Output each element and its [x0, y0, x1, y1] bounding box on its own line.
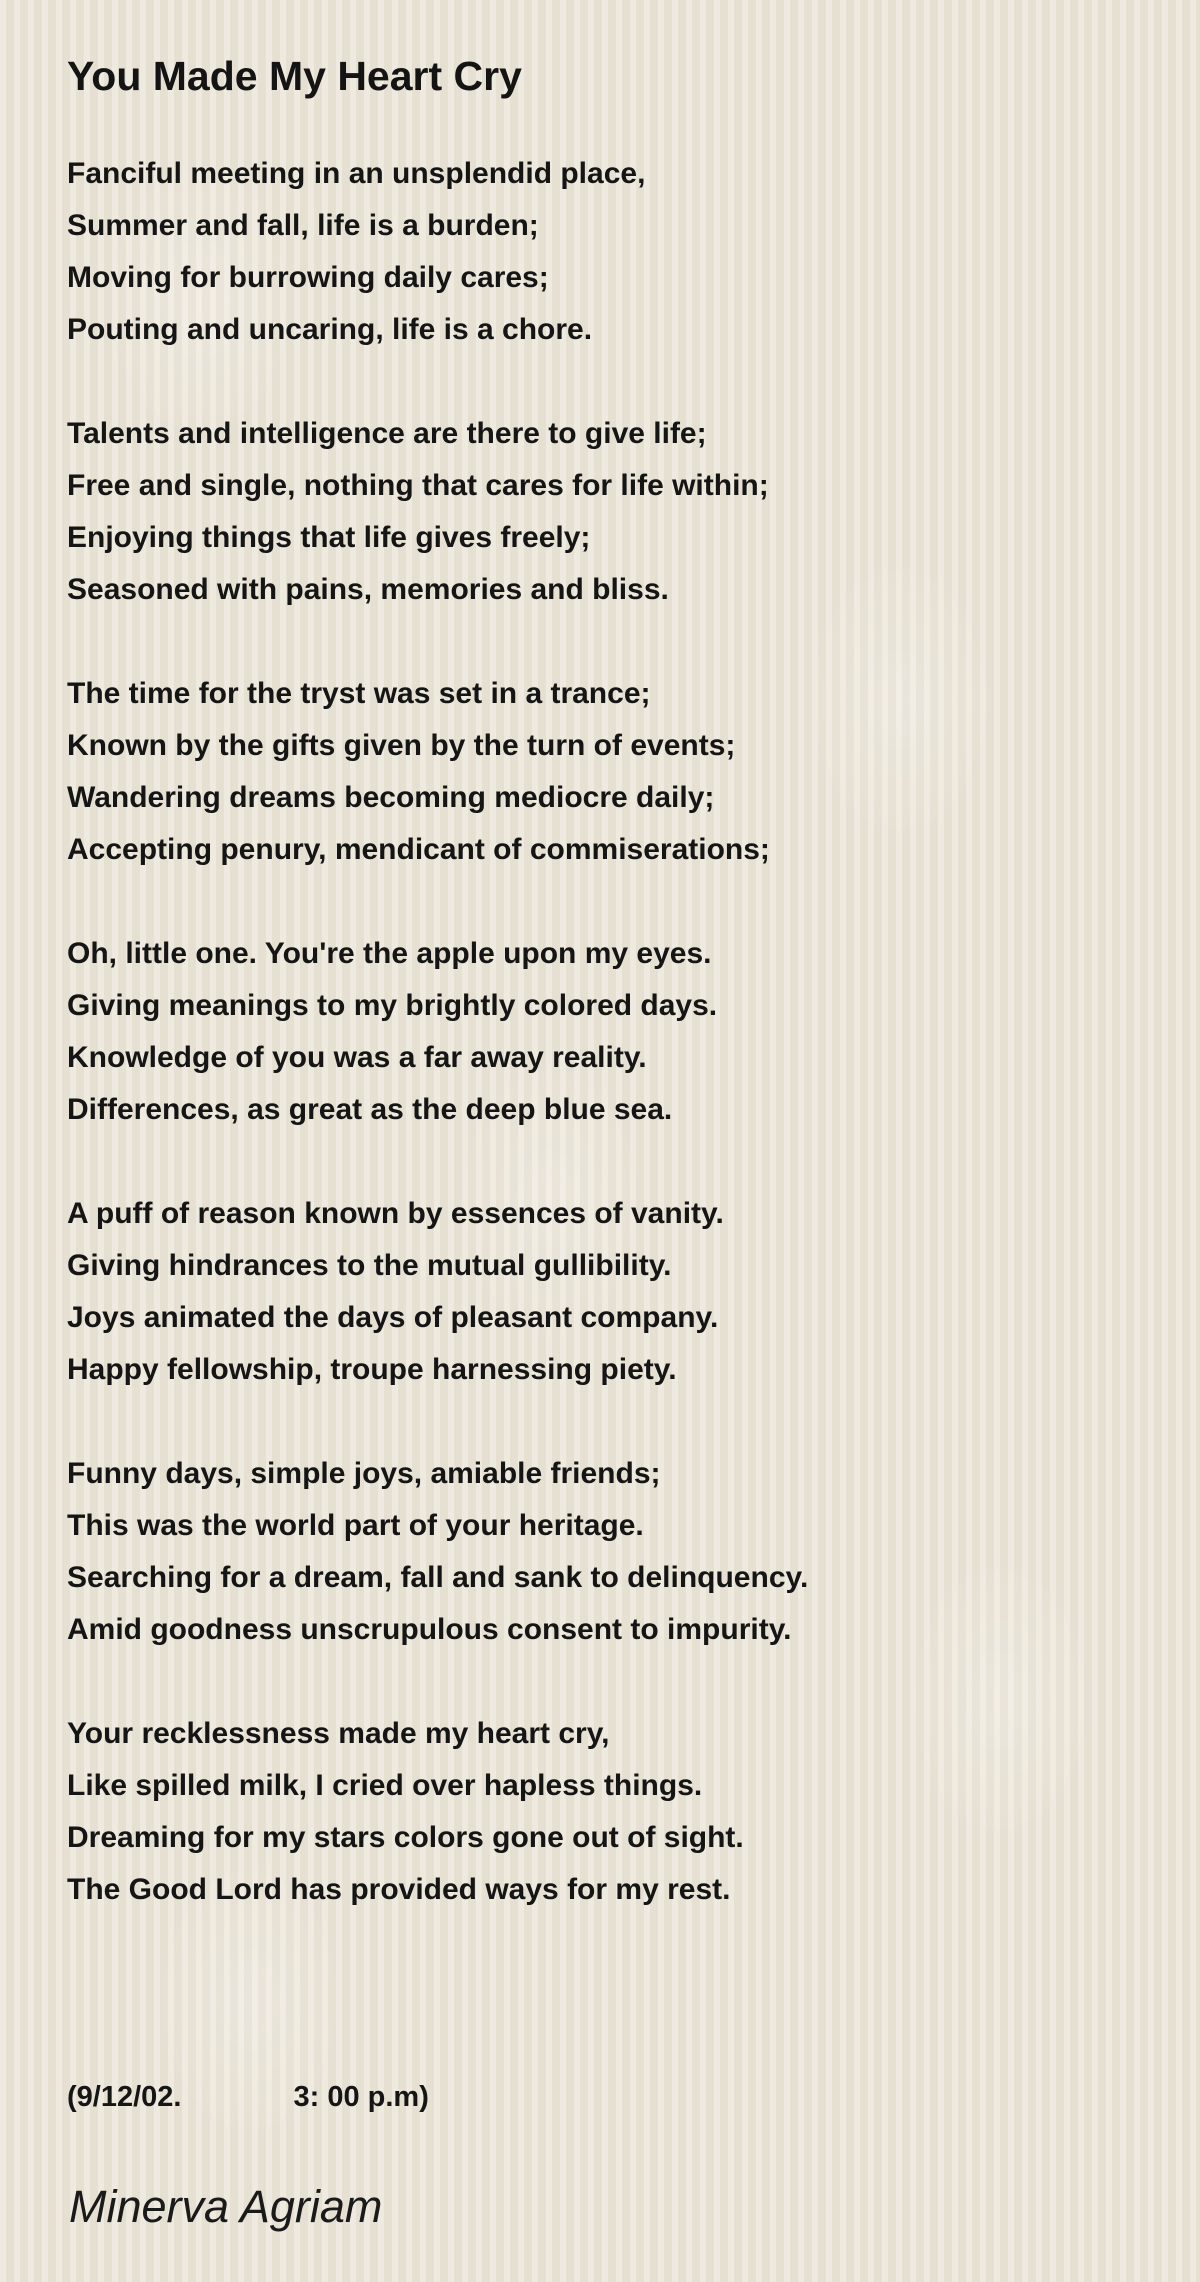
poem-line: Known by the gifts given by the turn of events; [67, 729, 736, 762]
stanza-4 [67, 928, 1147, 1136]
stanza-5 [67, 1188, 1147, 1396]
poem-author: Minerva Agriam [69, 2181, 383, 2232]
poem-line: Funny days, simple joys, amiable friends; [67, 1457, 661, 1490]
poem-line: Like spilled milk, I cried over hapless things. [67, 1769, 703, 1802]
poem-line: Oh, little one. You're the apple upon my eyes. [67, 937, 712, 970]
poem-line: Wandering dreams becoming mediocre daily; [67, 781, 715, 814]
poem-body [67, 148, 1147, 1968]
poem-line: Searching for a dream, fall and sank to delinquency. [67, 1561, 809, 1594]
poem-line: Accepting penury, mendicant of commiserations; [67, 833, 770, 866]
poem-line: Fanciful meeting in an unsplendid place, [67, 157, 646, 190]
poem-line: Giving hindrances to the mutual gullibility. [67, 1249, 672, 1282]
poem-title: You Made My Heart Cry [67, 53, 522, 99]
poem-line: Joys animated the days of pleasant company. [67, 1301, 719, 1334]
poem-line: Giving meanings to my brightly colored days. [67, 989, 718, 1022]
poem-line: Amid goodness unscrupulous consent to impurity. [67, 1613, 792, 1646]
poem-date: (9/12/02. [67, 2081, 182, 2113]
poem-line: Happy fellowship, troupe harnessing piety. [67, 1353, 677, 1386]
poem-line: Dreaming for my stars colors gone out of sight. [67, 1821, 744, 1854]
stanza-7 [67, 1708, 1147, 1916]
poem-line: Knowledge of you was a far away reality. [67, 1041, 647, 1074]
poem-line: A puff of reason known by essences of vanity. [67, 1197, 724, 1230]
poem-line: Your recklessness made my heart cry, [67, 1717, 610, 1750]
poem-line: Seasoned with pains, memories and bliss. [67, 573, 669, 606]
poem-line: Pouting and uncaring, life is a chore. [67, 313, 593, 346]
poem-line: Differences, as great as the deep blue sea. [67, 1093, 673, 1126]
poem-time: 3: 00 p.m) [293, 2081, 429, 2113]
poem-line: The Good Lord has provided ways for my rest. [67, 1873, 731, 1906]
stanza-6 [67, 1448, 1147, 1656]
poem-line: Enjoying things that life gives freely; [67, 521, 591, 554]
poem-line: Talents and intelligence are there to give life; [67, 417, 707, 450]
poem-line: Free and single, nothing that cares for life within; [67, 469, 769, 502]
poem-line: The time for the tryst was set in a trance; [67, 677, 651, 710]
poem-dateline [67, 2071, 429, 2123]
stanza-1 [67, 148, 1147, 356]
poem-line: Summer and fall, life is a burden; [67, 209, 539, 242]
poem-line: This was the world part of your heritage. [67, 1509, 644, 1542]
stanza-2 [67, 408, 1147, 616]
poem-line: Moving for burrowing daily cares; [67, 261, 549, 294]
stanza-3 [67, 668, 1147, 876]
